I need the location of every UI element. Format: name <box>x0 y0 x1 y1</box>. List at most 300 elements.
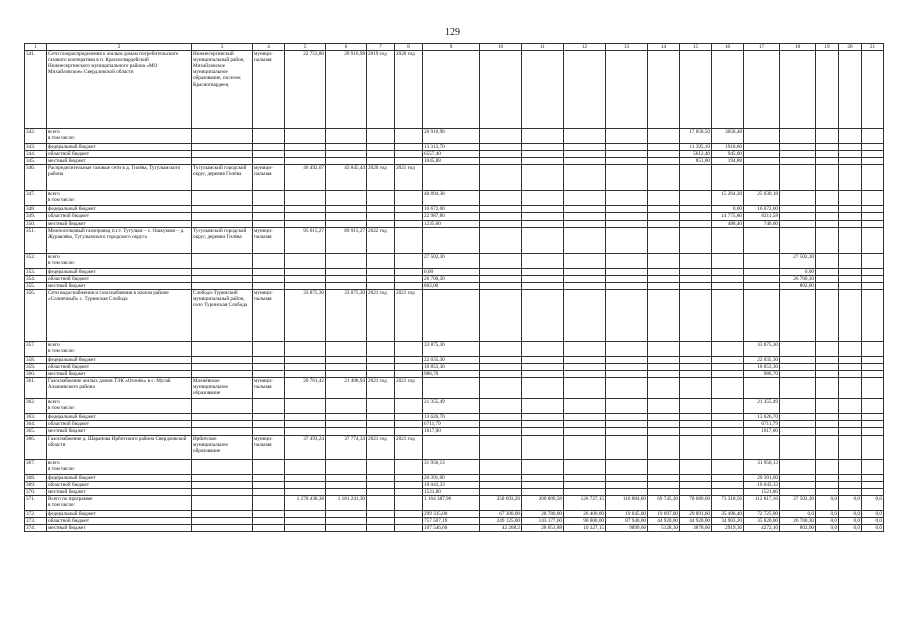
table-cell <box>253 151 285 158</box>
table-cell: 26 700,30 <box>423 275 480 282</box>
table-cell: 116 884,60 <box>606 495 648 510</box>
table-cell: муници-пальная <box>253 435 285 459</box>
table-cell: 17 858,50 <box>680 129 712 144</box>
table-cell <box>395 414 423 421</box>
table-cell: местный бюджет <box>47 282 192 289</box>
table-cell: 10 043,33 <box>423 481 480 488</box>
table-cell <box>816 459 839 474</box>
table-cell <box>326 459 367 474</box>
table-cell <box>862 378 884 399</box>
table-cell <box>648 459 680 474</box>
table-cell <box>816 356 839 363</box>
table-cell: 33 875,30 <box>744 341 780 356</box>
table-cell <box>253 341 285 356</box>
table-cell <box>522 129 564 144</box>
table-cell <box>780 421 816 428</box>
table-cell <box>712 371 744 378</box>
table-cell <box>839 356 862 363</box>
table-cell: 359. <box>25 364 47 371</box>
table-cell <box>253 253 285 268</box>
table-cell <box>839 289 862 341</box>
table-cell <box>606 356 648 363</box>
table-cell <box>606 459 648 474</box>
table-cell <box>606 371 648 378</box>
table-cell <box>480 129 522 144</box>
table-cell: 10 327,15 <box>564 524 606 531</box>
table-cell <box>253 510 285 517</box>
table-cell <box>192 282 253 289</box>
table-cell: 2021 год <box>395 435 423 459</box>
column-number: 17 <box>744 44 780 51</box>
table-cell: 33 875,30 <box>423 341 480 356</box>
table-row <box>25 517 884 524</box>
table-cell <box>862 428 884 435</box>
table-cell: 746,60 <box>744 220 780 227</box>
table-cell: 757 507,19 <box>423 517 480 524</box>
table-cell: 26 700,30 <box>780 275 816 282</box>
table-cell <box>367 421 395 428</box>
table-cell: 13 313,70 <box>423 144 480 151</box>
table-cell: всего в том числе: <box>47 191 192 206</box>
table-cell <box>253 517 285 524</box>
table-cell <box>680 206 712 213</box>
table-cell <box>780 378 816 399</box>
table-cell <box>564 191 606 206</box>
table-cell: 126 727,15 <box>564 495 606 510</box>
table-cell <box>367 524 395 531</box>
table-cell: Всего по программе в том числе: <box>47 495 192 510</box>
table-cell <box>606 414 648 421</box>
table-cell <box>680 399 712 414</box>
table-cell: Газоснабжение жилых домов ТЭК «Огонёк» в с. Мугай Алапаевского района <box>47 378 192 399</box>
table-cell: 9899,60 <box>606 524 648 531</box>
table-cell <box>564 165 606 191</box>
table-cell <box>816 341 839 356</box>
table-cell: 0,0 <box>839 524 862 531</box>
table-cell <box>839 158 862 165</box>
table-cell <box>480 213 522 220</box>
table-row <box>25 151 884 158</box>
table-cell: муници-пальная <box>253 227 285 253</box>
table-cell <box>648 51 680 129</box>
table-cell <box>285 510 326 517</box>
table-cell <box>744 151 780 158</box>
table-cell <box>564 435 606 459</box>
table-cell <box>839 206 862 213</box>
table-cell <box>522 206 564 213</box>
table-cell <box>648 414 680 421</box>
table-cell <box>780 474 816 481</box>
table-cell: 19 697,00 <box>648 510 680 517</box>
table-cell <box>285 459 326 474</box>
table-cell: 0,0 <box>780 510 816 517</box>
table-row <box>25 510 884 517</box>
table-cell: 366. <box>25 435 47 459</box>
column-number: 12 <box>564 44 606 51</box>
table-row <box>25 459 884 474</box>
table-row <box>25 227 884 253</box>
table-cell: 10 853,30 <box>423 364 480 371</box>
table-cell <box>606 488 648 495</box>
table-cell <box>480 158 522 165</box>
column-number: 18 <box>780 44 816 51</box>
table-cell <box>522 421 564 428</box>
page-number: 129 <box>445 27 460 38</box>
table-cell <box>648 227 680 253</box>
table-cell <box>367 364 395 371</box>
table-cell <box>395 206 423 213</box>
table-cell <box>192 414 253 421</box>
table-row <box>25 253 884 268</box>
table-cell <box>780 191 816 206</box>
table-cell <box>816 474 839 481</box>
table-cell: 44 920,00 <box>680 517 712 524</box>
table-cell <box>192 517 253 524</box>
table-cell: 0,00 <box>780 268 816 275</box>
table-cell <box>253 206 285 213</box>
table-row <box>25 144 884 151</box>
column-number: 6 <box>326 44 367 51</box>
table-cell <box>253 371 285 378</box>
table-cell <box>648 275 680 282</box>
table-cell: 43 845,44 <box>326 165 367 191</box>
table-cell: областной бюджет <box>47 517 192 524</box>
table-cell: муници-пальная <box>253 289 285 341</box>
table-cell <box>522 220 564 227</box>
table-cell: 355. <box>25 282 47 289</box>
table-cell <box>253 428 285 435</box>
table-cell <box>367 144 395 151</box>
table-cell: 40 894,38 <box>423 191 480 206</box>
table-cell <box>395 510 423 517</box>
table-cell: 372. <box>25 510 47 517</box>
table-cell <box>712 341 744 356</box>
table-cell <box>192 129 253 144</box>
table-row <box>25 414 884 421</box>
column-number: 5 <box>285 44 326 51</box>
table-cell <box>862 421 884 428</box>
table-cell <box>648 421 680 428</box>
table-cell <box>326 282 367 289</box>
table-cell: 1521,80 <box>423 488 480 495</box>
table-cell <box>253 488 285 495</box>
table-cell <box>367 158 395 165</box>
table-cell <box>522 356 564 363</box>
table-cell: 78 689,60 <box>680 495 712 510</box>
table-cell <box>680 165 712 191</box>
table-cell <box>780 459 816 474</box>
table-cell <box>606 191 648 206</box>
table-cell <box>192 474 253 481</box>
table-cell: 31 956,13 <box>744 459 780 474</box>
table-cell <box>862 129 884 144</box>
table-cell <box>253 474 285 481</box>
table-cell <box>839 51 862 129</box>
table-cell <box>326 510 367 517</box>
table-cell <box>862 481 884 488</box>
table-cell: областной бюджет <box>47 275 192 282</box>
table-cell: 354. <box>25 275 47 282</box>
table-cell <box>522 364 564 371</box>
table-cell <box>395 399 423 414</box>
table-cell <box>839 435 862 459</box>
table-cell <box>395 428 423 435</box>
table-cell <box>395 421 423 428</box>
table-cell <box>253 459 285 474</box>
table-cell <box>285 213 326 220</box>
table-cell <box>744 282 780 289</box>
table-cell: областной бюджет <box>47 364 192 371</box>
table-cell: 349. <box>25 213 47 220</box>
table-cell <box>744 275 780 282</box>
table-cell <box>862 356 884 363</box>
table-row <box>25 474 884 481</box>
table-cell <box>839 253 862 268</box>
table-cell: 13 626,70 <box>744 414 780 421</box>
table-cell <box>816 191 839 206</box>
table-cell <box>780 399 816 414</box>
table-cell <box>744 165 780 191</box>
table-cell: 361. <box>25 378 47 399</box>
table-cell <box>606 51 648 129</box>
table-cell <box>862 289 884 341</box>
table-cell <box>192 510 253 517</box>
table-cell: 353. <box>25 268 47 275</box>
table-cell: 1 164 387,96 <box>423 495 480 510</box>
table-cell <box>780 151 816 158</box>
table-cell: 13 626,70 <box>423 414 480 421</box>
table-cell: 371. <box>25 495 47 510</box>
table-cell <box>395 268 423 275</box>
table-cell <box>862 191 884 206</box>
table-cell <box>680 51 712 129</box>
table-cell: 20 391,00 <box>744 474 780 481</box>
table-cell: 2019 год <box>367 51 395 129</box>
table-cell <box>423 435 480 459</box>
table-cell <box>564 371 606 378</box>
table-cell <box>192 151 253 158</box>
table-cell: 2022 год <box>367 227 395 253</box>
table-cell: 29 891,60 <box>680 510 712 517</box>
table-cell <box>480 206 522 213</box>
column-number: 16 <box>712 44 744 51</box>
table-cell <box>285 275 326 282</box>
table-cell: федеральный бюджет <box>47 414 192 421</box>
table-cell <box>522 268 564 275</box>
table-cell: 72 725,00 <box>744 510 780 517</box>
table-cell: 6557,40 <box>423 151 480 158</box>
table-cell: 21 408,94 <box>326 378 367 399</box>
column-number: 20 <box>839 44 862 51</box>
table-cell: 10 043,33 <box>744 481 780 488</box>
table-cell <box>480 371 522 378</box>
table-cell <box>648 378 680 399</box>
table-cell <box>395 495 423 510</box>
table-cell <box>285 517 326 524</box>
table-cell <box>680 213 712 220</box>
table-cell: Тугулымский городской округ, деревни Гилёва <box>192 227 253 253</box>
table-cell <box>480 165 522 191</box>
table-cell <box>780 158 816 165</box>
table-cell <box>395 282 423 289</box>
table-cell <box>606 481 648 488</box>
table-cell <box>816 364 839 371</box>
table-cell <box>522 275 564 282</box>
table-cell <box>816 414 839 421</box>
table-cell <box>367 268 395 275</box>
table-cell <box>606 421 648 428</box>
table-cell: Слободо-Туринский муниципальный район, село Туринская Слобода <box>192 289 253 341</box>
table-cell <box>367 129 395 144</box>
table-cell: 22 987,80 <box>423 213 480 220</box>
table-cell: 31 956,13 <box>423 459 480 474</box>
table-cell <box>367 371 395 378</box>
table-cell <box>680 275 712 282</box>
table-cell: местный бюджет <box>47 220 192 227</box>
table-cell: 2021 год <box>395 165 423 191</box>
table-cell <box>480 378 522 399</box>
table-cell <box>816 213 839 220</box>
table-cell <box>253 191 285 206</box>
table-cell <box>816 481 839 488</box>
table-cell <box>564 474 606 481</box>
table-cell <box>564 151 606 158</box>
table-cell <box>680 414 712 421</box>
table-cell <box>367 488 395 495</box>
table-cell <box>780 144 816 151</box>
table-cell <box>648 144 680 151</box>
table-cell: 89 915,27 <box>326 227 367 253</box>
table-cell <box>395 129 423 144</box>
table-cell <box>326 144 367 151</box>
table-cell <box>395 151 423 158</box>
table-cell <box>253 268 285 275</box>
table-cell: 33 875,30 <box>285 289 326 341</box>
table-cell <box>480 275 522 282</box>
table-cell <box>522 459 564 474</box>
table-cell: 1918,60 <box>712 144 744 151</box>
table-cell <box>712 51 744 129</box>
table-cell <box>648 206 680 213</box>
table-cell: муници-пальная <box>253 378 285 399</box>
table-cell <box>480 428 522 435</box>
table-cell: 0,0 <box>839 495 862 510</box>
table-cell <box>367 474 395 481</box>
table-cell: 37 774,34 <box>326 435 367 459</box>
table-cell: 0,0 <box>862 524 884 531</box>
table-cell: 26 700,30 <box>780 517 816 524</box>
table-cell <box>862 213 884 220</box>
table-cell <box>480 51 522 129</box>
table-cell <box>648 341 680 356</box>
table-cell <box>480 151 522 158</box>
table-cell <box>680 282 712 289</box>
table-cell <box>253 364 285 371</box>
table-cell: 28 780,00 <box>522 510 564 517</box>
table-cell <box>285 481 326 488</box>
table-cell: 27 502,30 <box>780 253 816 268</box>
table-cell: 69 745,30 <box>648 495 680 510</box>
table-row <box>25 213 884 220</box>
table-cell <box>780 341 816 356</box>
table-cell: 986,70 <box>744 371 780 378</box>
table-cell <box>367 220 395 227</box>
table-cell: областной бюджет <box>47 151 192 158</box>
table-cell <box>816 282 839 289</box>
table-cell: 348. <box>25 206 47 213</box>
table-cell <box>839 364 862 371</box>
table-cell <box>192 481 253 488</box>
table-cell <box>367 517 395 524</box>
table-cell <box>480 191 522 206</box>
table-cell <box>253 144 285 151</box>
table-cell <box>522 378 564 399</box>
table-cell <box>285 399 326 414</box>
table-cell <box>326 356 367 363</box>
table-cell <box>839 268 862 275</box>
table-cell: 488,40 <box>712 220 744 227</box>
table-cell: 44 920,00 <box>648 517 680 524</box>
table-cell <box>326 474 367 481</box>
table-cell <box>522 191 564 206</box>
table-cell <box>367 510 395 517</box>
table-cell: всего в том числе: <box>47 459 192 474</box>
table-cell <box>480 459 522 474</box>
table-cell <box>606 220 648 227</box>
table-cell: 0,0 <box>816 524 839 531</box>
column-number: 3 <box>192 44 253 51</box>
table-cell: 350. <box>25 220 47 227</box>
table-cell <box>648 356 680 363</box>
table-cell <box>192 253 253 268</box>
table-cell <box>564 213 606 220</box>
table-cell: 342. <box>25 129 47 144</box>
table-cell <box>395 227 423 253</box>
table-cell: 362. <box>25 399 47 414</box>
table-cell: 16 672,00 <box>744 206 780 213</box>
table-cell <box>326 275 367 282</box>
table-cell: 0,0 <box>862 517 884 524</box>
table-cell: 73 318,56 <box>712 495 744 510</box>
table-cell: 20 916,98 <box>326 51 367 129</box>
table-cell: 1017,00 <box>744 428 780 435</box>
table-cell <box>839 227 862 253</box>
table-cell: 107 546,60 <box>423 524 480 531</box>
table-cell <box>367 481 395 488</box>
table-cell <box>395 356 423 363</box>
table-cell <box>367 356 395 363</box>
table-cell: 0,00 <box>423 268 480 275</box>
table-cell <box>192 268 253 275</box>
table-cell <box>564 459 606 474</box>
table-cell: 1017,00 <box>423 428 480 435</box>
table-cell <box>648 268 680 275</box>
table-cell: 3878,00 <box>680 524 712 531</box>
table-cell <box>862 282 884 289</box>
table-cell <box>522 151 564 158</box>
table-cell <box>648 364 680 371</box>
table-cell: 341. <box>25 51 47 129</box>
table-cell <box>480 481 522 488</box>
table-cell <box>253 158 285 165</box>
table-cell <box>839 282 862 289</box>
table-cell: 21 355,49 <box>744 399 780 414</box>
table-cell <box>680 356 712 363</box>
table-cell <box>395 371 423 378</box>
table-cell <box>780 356 816 363</box>
table-cell <box>253 275 285 282</box>
table-cell: 3058,48 <box>712 129 744 144</box>
